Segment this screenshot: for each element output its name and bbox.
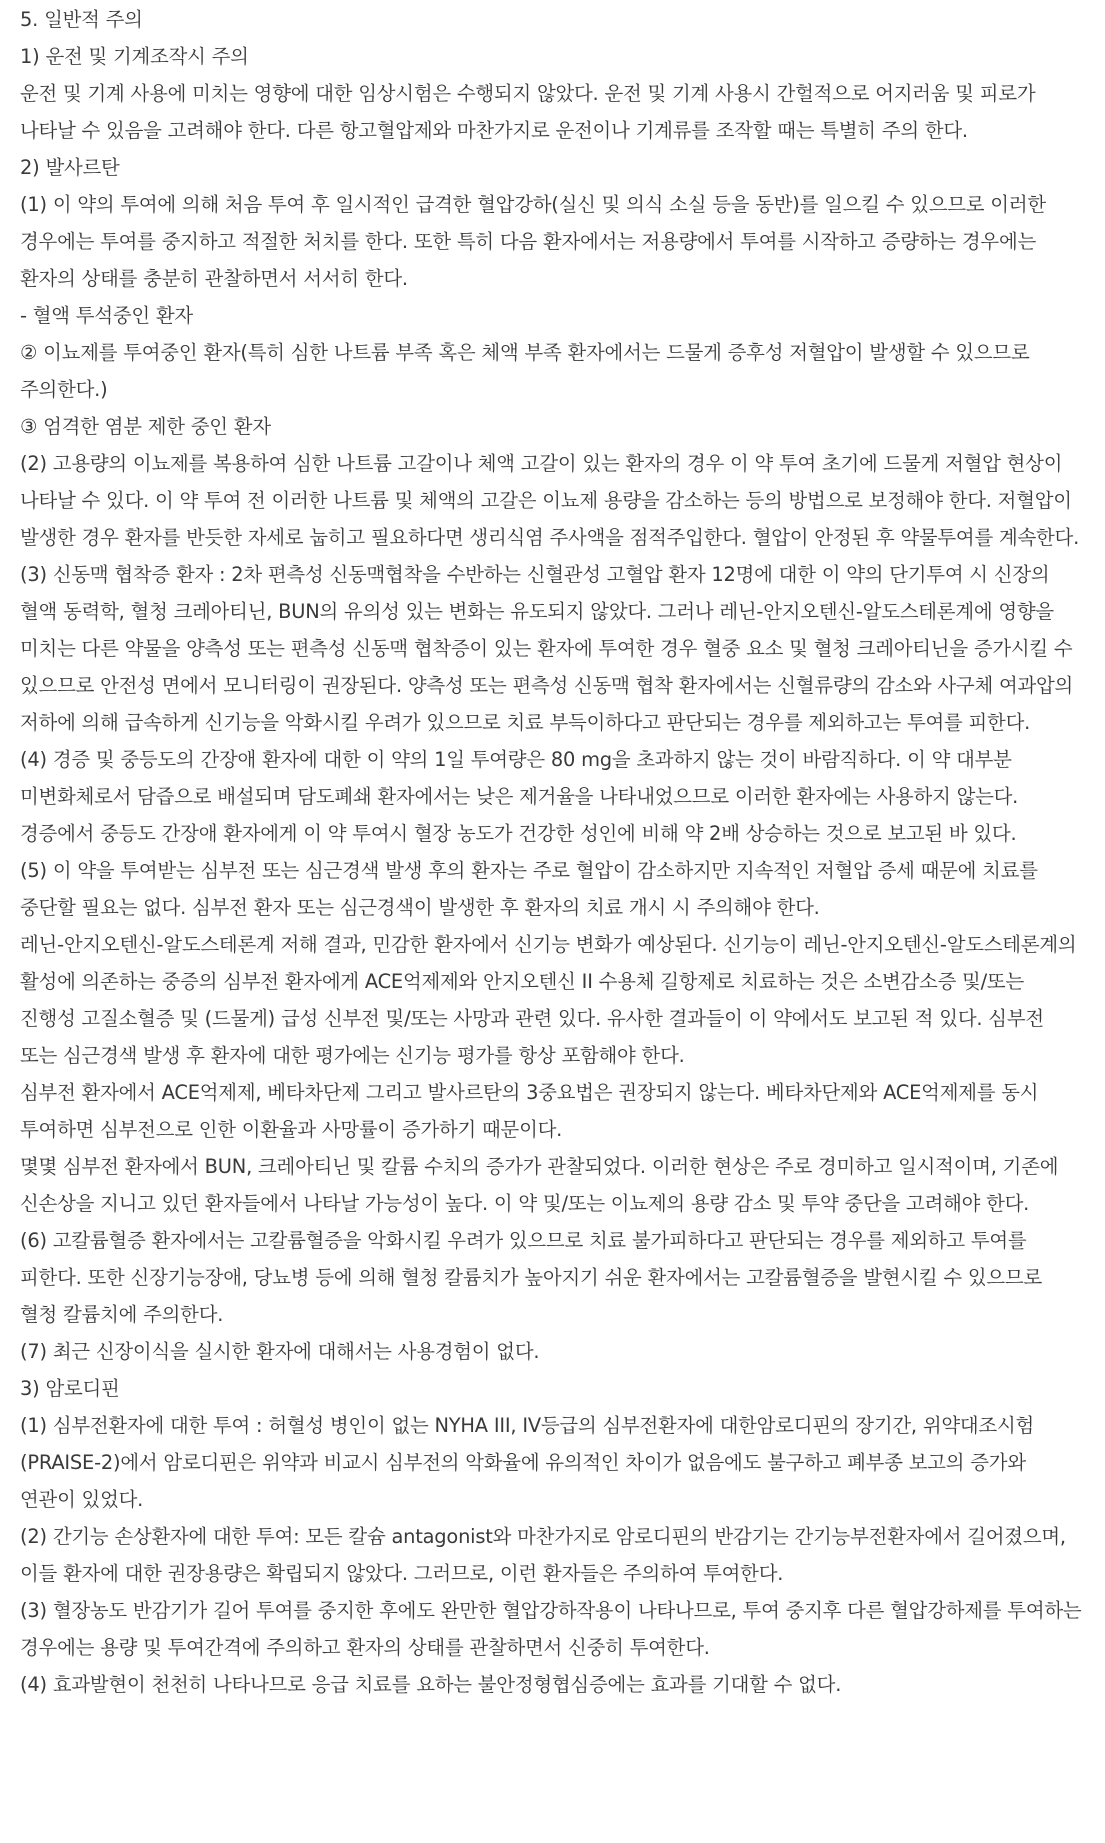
list-item-dialysis-patients: - 혈액 투석중인 환자	[20, 304, 193, 327]
paragraph-valsartan-5: (5) 이 약을 투여받는 심부전 또는 심근경색 발생 후의 환자는 주로 혈압이 감소하지만 지속적인 저혈압 증세 때문에 치료를 중단할 필요는 없다. 심부전 환자 또는 심근경색이 발생한 후 환자의 치료 개시 시 주의해야 한다.	[20, 859, 1038, 919]
subheading-amlodipine: 3) 암로디핀	[20, 1377, 120, 1400]
paragraph-triple-therapy: 심부전 환자에서 ACE억제제, 베타차단제 그리고 발사르탄의 3중요법은 권장되지 않는다. 베타차단제와 ACE억제제를 동시 투여하면 심부전으로 인한 이환율과 사망률이 증가하기 때문이다.	[20, 1081, 1039, 1141]
paragraph-valsartan-2: (2) 고용량의 이뇨제를 복용하여 심한 나트륨 고갈이나 체액 고갈이 있는 환자의 경우 이 약 투여 초기에 드물게 저혈압 현상이 나타날 수 있다. 이 약 투여 전 이러한 나트륨 및 체액의 고갈은 이뇨제 용량을 감소하는 등의 방법으로 보정해야 한다. 저혈압이 발생한 경우 환자를 반듯한 자세로 눕히고 필요하다면 생리식염 주사액을 점적주입한다. 혈압이 안정된 후 약물투여를 계속한다.	[20, 452, 1080, 549]
section-heading-general-precautions: 5. 일반적 주의	[20, 8, 143, 31]
list-item-diuretic-patients: ② 이뇨제를 투여중인 환자(특히 심한 나트륨 부족 혹은 체액 부족 환자에서는 드물게 증후성 저혈압이 발생할 수 있으므로 주의한다.)	[20, 341, 1030, 401]
subheading-driving-machinery: 1) 운전 및 기계조작시 주의	[20, 45, 249, 68]
paragraph-valsartan-1: (1) 이 약의 투여에 의해 처음 투여 후 일시적인 급격한 혈압강하(실신 및 의식 소실 등을 동반)를 일으킬 수 있으므로 이러한 경우에는 투여를 중지하고 적절한 처치를 한다. 또한 특히 다음 환자에서는 저용량에서 투여를 시작하고 증량하는 경우에는 환자의 상태를 충분히 관찰하면서 서서히 한다.	[20, 193, 1046, 290]
paragraph-valsartan-3: (3) 신동맥 협착증 환자 : 2차 편측성 신동맥협착을 수반하는 신혈관성 고혈압 환자 12명에 대한 이 약의 단기투여 시 신장의 혈액 동력학, 혈청 크레아티닌, BUN의 유의성 있는 변화는 유도되지 않았다. 그러나 레닌-안지오텐신-알도스테론계에 영향을 미치는 다른 약물을 양측성 또는 편측성 신동맥 협착증이 있는 환자에 투여한 경우 혈중 요소 및 혈청 크레아티닌을 증가시킬 수 있으므로 안전성 면에서 모니터링이 권장된다. 양측성 또는 편측성 신동맥 협착 환자에서는 신혈류량의 감소와 사구체 여과압의 저하에 의해 급속하게 신기능을 악화시킬 우려가 있으므로 치료 부득이하다고 판단되는 경우를 제외하고는 투여를 피한다.	[20, 563, 1074, 734]
paragraph-amlodipine-4: (4) 효과발현이 천천히 나타나므로 응급 치료를 요하는 불안정형협심증에는 효과를 기대할 수 없다.	[20, 1673, 842, 1696]
paragraph-amlodipine-2: (2) 간기능 손상환자에 대한 투여: 모든 칼슘 antagonist와 마찬가지로 암로디핀의 반감기는 간기능부전환자에서 길어졌으며, 이들 환자에 대한 권장용량은 확립되지 않았다. 그러므로, 이런 환자들은 주의하여 투여한다.	[20, 1525, 1066, 1585]
paragraph-driving-machinery: 운전 및 기계 사용에 미치는 영향에 대한 임상시험은 수행되지 않았다. 운전 및 기계 사용시 간헐적으로 어지러움 및 피로가 나타날 수 있음을 고려해야 한다. 다른 항고혈압제와 마찬가지로 운전이나 기계류를 조작할 때는 특별히 주의 한다.	[20, 82, 1036, 142]
paragraph-amlodipine-1: (1) 심부전환자에 대한 투여 : 허혈성 병인이 없는 NYHA III, IV등급의 심부전환자에 대한암로디핀의 장기간, 위약대조시험(PRAISE-2)에서 암로디핀은 위약과 비교시 심부전의 악화율에 유의적인 차이가 없음에도 불구하고 폐부종 보고의 증가와 연관이 있었다.	[20, 1414, 1035, 1511]
paragraph-raas-inhibition: 레닌-안지오텐신-알도스테론계 저해 결과, 민감한 환자에서 신기능 변화가 예상된다. 신기능이 레닌-안지오텐신-알도스테론계의 활성에 의존하는 중증의 심부전 환자에게 ACE억제제와 안지오텐신 II 수용체 길항제로 치료하는 것은 소변감소증 및/또는 진행성 고질소혈증 및 (드물게) 급성 신부전 및/또는 사망과 관련 있다. 유사한 결과들이 이 약에서도 보고된 적 있다. 심부전 또는 심근경색 발생 후 환자에 대한 평가에는 신기능 평가를 항상 포함해야 한다.	[20, 933, 1077, 1067]
subheading-valsartan: 2) 발사르탄	[20, 156, 120, 179]
paragraph-valsartan-7: (7) 최근 신장이식을 실시한 환자에 대해서는 사용경험이 없다.	[20, 1340, 540, 1363]
paragraph-bun-creatinine: 몇몇 심부전 환자에서 BUN, 크레아티닌 및 칼륨 수치의 증가가 관찰되었다. 이러한 현상은 주로 경미하고 일시적이며, 기존에 신손상을 지니고 있던 환자들에서 나타날 가능성이 높다. 이 약 및/또는 이뇨제의 용량 감소 및 투약 중단을 고려해야 한다.	[20, 1155, 1059, 1215]
list-item-salt-restriction: ③ 엄격한 염분 제한 중인 환자	[20, 415, 271, 438]
paragraph-amlodipine-3: (3) 혈장농도 반감기가 길어 투여를 중지한 후에도 완만한 혈압강하작용이 나타나므로, 투여 중지후 다른 혈압강하제를 투여하는 경우에는 용량 및 투여간격에 주의하고 환자의 상태를 관찰하면서 신중히 투여한다.	[20, 1599, 1082, 1659]
paragraph-valsartan-6: (6) 고칼륨혈증 환자에서는 고칼륨혈증을 악화시킬 우려가 있으므로 치료 불가피하다고 판단되는 경우를 제외하고 투여를 피한다. 또한 신장기능장애, 당뇨병 등에 의해 혈청 칼륨치가 높아지기 쉬운 환자에서는 고칼륨혈증을 발현시킬 수 있으므로 혈청 칼륨치에 주의한다.	[20, 1229, 1042, 1326]
paragraph-valsartan-4: (4) 경증 및 중등도의 간장애 환자에 대한 이 약의 1일 투여량은 80 mg을 초과하지 않는 것이 바람직하다. 이 약 대부분 미변화체로서 담즙으로 배설되며 담도폐쇄 환자에서는 낮은 제거율을 나타내었으므로 이러한 환자에는 사용하지 않는다. 경증에서 중등도 간장애 환자에게 이 약 투여시 혈장 농도가 건강한 성인에 비해 약 2배 상승하는 것으로 보고된 바 있다.	[20, 748, 1019, 845]
